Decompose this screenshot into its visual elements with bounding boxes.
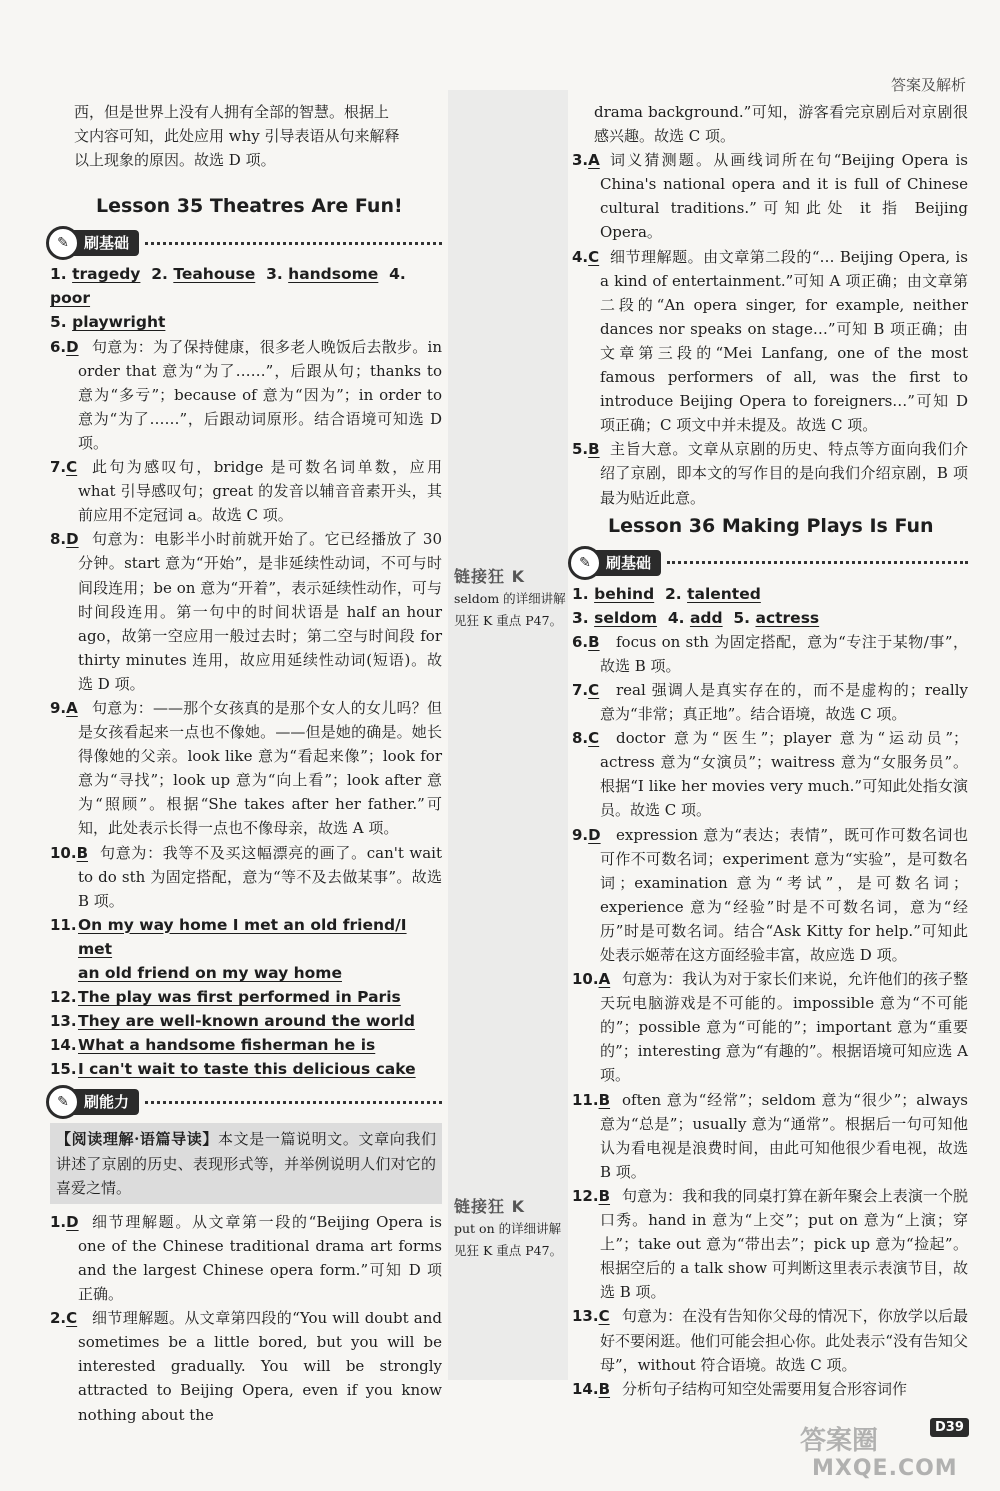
continued-text: drama background.”可知，游客看完京剧后对京剧很感兴趣。故选 C 项。 xyxy=(594,103,968,146)
explanation-item: 11.B often 意为“经常”；seldom 意为“很少”；always 意为“总是”；usually 意为“通常”。根据后一句可知他认为看电视是浪费时间，由此可知他很少看电视，故选 B 项。 xyxy=(572,1090,968,1181)
answer-number: 4. xyxy=(667,608,685,627)
explanation-item: 14.B 分析句子结构可知空处需要用复合形容词作 xyxy=(572,1379,908,1398)
answer-word: poor xyxy=(50,289,91,308)
answer-word: Teahouse xyxy=(173,265,256,284)
answer-number: 5. xyxy=(50,313,67,332)
explanation-text: 句意为：我和我的同桌打算在新年聚会上表演一个脱口秀。hand in 意为“上交”；put on 意为“上演；穿上”；take out 意为“带出去”；pick up 意为“捡起”。根据空后的 a talk show 可判断这里表示表演节目，故选 B 项。 xyxy=(600,1186,968,1302)
answer-word: playwright xyxy=(72,313,166,332)
sentence-answer: 14. What a handsome fisherman he is xyxy=(50,1036,376,1055)
dotted-divider xyxy=(667,561,968,564)
explanation-item: 4.C 细节理解题。由文章第二段的“… Beijing Opera, is a kind of entertainment.”可知 A 项正确；由文章第二段的“An opera singer, for example, neither dances nor speaks on stage…”可知 B 项正确；由文章第三段的“Mei Lanfang, one of the most famous performers of all, was the first to introduce Beijing Opera to foreigners…”可知 D 项正确；C 项文中并未提及。故选 C 项。 xyxy=(572,247,968,435)
answer-line xyxy=(50,262,442,310)
explanation-text: 句意为：我认为对于家长们来说，允许他们的孩子整天玩电脑游戏是不可能的。impossible 意为“不可能的”；possible 意为“可能的”；important 意为“重要的”；interesting 意为“有趣的”。根据语境可知应选 A 项。 xyxy=(600,970,968,1085)
explanation-item: 3.A 词义猜测题。从画线词所在句“Beijing Opera is China's national opera and it is full of Chinese cultural traditions.”可知此处 it 指 Beijing Opera。 xyxy=(572,151,968,242)
margin-note-title: 链接狂 K xyxy=(454,567,525,586)
explanation-text: 分析句子结构可知空处需要用复合形容词作 xyxy=(622,1379,908,1398)
margin-strip xyxy=(448,90,568,1380)
intro-line: 西，但是世界上没有人拥有全部的智慧。根据上 xyxy=(74,103,390,121)
explanation-item: 5.B 主旨大意。文章从京剧的历史、特点等方面向我们介绍了京剧，即本文的写作目的是向我们介绍京剧，B 项最为贴近此意。 xyxy=(572,440,968,507)
pencil-icon: ✎ xyxy=(46,1085,80,1119)
explanation-item: 9.D expression 意为“表达；表情”，既可作可数名词也可作不可数名词；experiment 意为“实验”，是可数名词；examination 意为“考试”，是可数名词；experience 意为“经验”时是不可数名词，意为“经历”时是可数名词。结合“Ask Kitty for help.”可知此处表示姬蒂在这方面经验丰富，故应选 D 项。 xyxy=(572,825,968,964)
watermark-url: MXQE.COM xyxy=(812,1456,958,1481)
answer-number: 3. xyxy=(266,265,283,284)
section-header: 答案及解析 xyxy=(890,76,966,94)
explanation-text: 句意为：——那个女孩真的是那个女人的女儿吗？但是女孩看起来一点也不像她。——但是她的确是。她长得像她的父亲。look like 意为“看起来像”；look for 意为“寻找”；look up 意为“向上看”；look after 意为“照顾”。根据“She takes after her father.”可知，此处表示长得一点也不像母亲，故选 A 项。 xyxy=(78,698,442,838)
intro-paragraph xyxy=(50,100,442,172)
badge-label: 刷基础 xyxy=(606,553,652,572)
badge-label: 刷能力 xyxy=(84,1093,130,1112)
intro-line: 文内容可知，此处应用 why 引导表语从句来解释 xyxy=(74,127,400,146)
answer-word: talented xyxy=(687,584,761,603)
sentence-answer: 15. I can't wait to taste this delicious cake xyxy=(50,1060,416,1079)
sentence-answer: 12. The play was first performed in Paris xyxy=(50,988,401,1007)
sentence-answer: 13. They are well-known around the world xyxy=(50,1012,415,1031)
page-number: D39 xyxy=(930,1418,969,1437)
explanation-text: doctor 意为“医生”；player 意为“运动员”；actress 意为“女演员”；waitress 意为“女服务员”。根据“I like her movies very much.”可知此处指女演员。故选 C 项。 xyxy=(600,729,968,820)
margin-note xyxy=(454,566,566,632)
margin-note xyxy=(454,1196,566,1262)
explanation-item: 12.B 句意为：我和我的同桌打算在新年聚会上表演一个脱口秀。hand in 意为“上交”；put on 意为“上演；穿上”；take out 意为“带出去”；pick up 意为“捡起”。根据空后的 a talk show 可判断这里表示表演节目，故选 B 项。 xyxy=(572,1186,968,1302)
sentence-answer: 11. On my way home I met an old friend/I met an old friend on my way home xyxy=(50,915,407,982)
explanation-item: 6.B focus on sth 为固定搭配，意为“专注于某物/事”，故选 B 项。 xyxy=(572,632,968,675)
explanation-item: 7.C real 强调人是真实存在的，而不是虚构的；really 意为“非常；真正地”。结合语境，故选 C 项。 xyxy=(572,680,968,724)
answer-word: handsome xyxy=(288,265,379,284)
explanation-text: 句意为：我等不及买这幅漂亮的画了。can't wait to do sth 为固定搭配，意为“等不及去做某事”。故选 B 项。 xyxy=(78,843,442,910)
explanation-text: 细节理解题。由文章第二段的“… Beijing Opera, is a kind of entertainment.”可知 A 项正确；由文章第二段的“An opera singer, for example, neither dances nor speaks on stage…”可知 B 项正确；由文章第三段的“Mei Lanfang, one of the most famous performers of all, was the first to introduce Beijing Opera to foreigners…”可知 D 项正确；C 项文中并未提及。故选 C 项。 xyxy=(600,247,968,435)
intro-line: 以上现象的原因。故选 D 项。 xyxy=(74,151,276,170)
explanation-item: 10.B 句意为：我等不及买这幅漂亮的画了。can't wait to do sth 为固定搭配，意为“等不及去做某事”。故选 B 项。 xyxy=(50,843,442,910)
explanation-item: 10.A 句意为：我认为对于家长们来说，允许他们的孩子整天玩电脑游戏是不可能的。impossible 意为“不可能的”；possible 意为“可能的”；important 意为“重要的”；interesting 意为“有趣的”。根据语境可知应选 A 项。 xyxy=(572,970,968,1085)
answer-number: 4. xyxy=(389,265,406,284)
explanation-item: 6.D 句意为：为了保持健康，很多老人晚饭后去散步。in order that 意为“为了……”，后跟从句；thanks to 意为“多亏”；because of 意为“因为”；in order to 意为“为了……”，后跟动词原形。结合语境可知选 D 项。 xyxy=(50,337,442,452)
answer-word: seldom xyxy=(594,608,658,627)
answer-line xyxy=(572,606,968,630)
explanation-text: 主旨大意。文章从京剧的历史、特点等方面向我们介绍了京剧，即本文的写作目的是向我们介绍京剧，B 项最为贴近此意。 xyxy=(600,440,968,507)
explanation-item: 8.C doctor 意为“医生”；player 意为“运动员”；actress 意为“女演员”；waitress 意为“女服务员”。根据“I like her movies very much.”可知此处指女演员。故选 C 项。 xyxy=(572,729,968,820)
margin-note-text: seldom 的详细讲解见狂 K 重点 P47。 xyxy=(454,591,566,628)
answer-line xyxy=(572,582,968,606)
margin-note-title: 链接狂 K xyxy=(454,1197,525,1216)
explanation-text: expression 意为“表达；表情”，既可作可数名词也可作不可数名词；experiment 意为“实验”，是可数名词；examination 意为“考试”，是可数名词；experience 意为“经验”时是不可数名词，意为“经历”时是可数名词。结合“Ask Kitty for help.”可知此处表示姬蒂在这方面经验丰富，故应选 D 项。 xyxy=(600,825,968,964)
explanation-text: 词义猜测题。从画线词所在句“Beijing Opera is China's national opera and it is full of Chinese cultural traditions.”可知此处 it 指 Beijing Opera。 xyxy=(600,151,968,242)
answer-word: behind xyxy=(594,584,655,603)
answer-number: 2. xyxy=(664,584,682,603)
badge-label: 刷基础 xyxy=(84,234,130,253)
answer-number: 1. xyxy=(50,265,67,284)
pencil-icon: ✎ xyxy=(46,226,80,260)
reading-guide-box xyxy=(50,1123,442,1203)
explanation-text: often 意为“经常”；seldom 意为“很少”；always 意为“总是”；usually 意为“通常”。根据后一句可知他认为看电视是浪费时间，由此可知他很少看电视，故选 B 项。 xyxy=(600,1090,968,1181)
answer-number: 3. xyxy=(572,608,589,627)
explanation-text: 细节理解题。从文章第四段的“You will doubt and sometimes be a little bored, but you will be interested gradually. You will be strongly attracted to Beijing Opera, even if you know nothing about the xyxy=(78,1309,442,1424)
explanation-text: 句意为：在没有告知你父母的情况下，你放学以后最好不要闲逛。他们可能会担心你。此处表示“没有告知父母”，without 符合语境。故选 C 项。 xyxy=(600,1307,968,1374)
explanation-text: 细节理解题。从文章第一段的“Beijing Opera is one of the Chinese traditional drama art forms and the largest Chinese opera form.”可知 D 项正确。 xyxy=(78,1212,442,1304)
section-badge-basic xyxy=(572,548,968,578)
explanation-text: focus on sth 为固定搭配，意为“专注于某物/事”，故选 B 项。 xyxy=(600,632,968,675)
answer-word: add xyxy=(689,608,723,627)
answer-number: 1. xyxy=(572,584,589,603)
left-column xyxy=(50,100,442,1427)
dotted-divider xyxy=(145,1101,442,1104)
lesson-title: Lesson 36 Making Plays Is Fun xyxy=(608,514,934,537)
answer-line xyxy=(50,310,442,334)
right-column xyxy=(572,100,968,1401)
watermark-logo: 答案圈 xyxy=(800,1426,879,1456)
pencil-icon: ✎ xyxy=(568,546,602,580)
explanation-item: 13.C 句意为：在没有告知你父母的情况下，你放学以后最好不要闲逛。他们可能会担心你。此处表示“没有告知父母”，without 符合语境。故选 C 项。 xyxy=(572,1307,968,1374)
answer-word: tragedy xyxy=(72,265,141,284)
explanation-item: 1.D 细节理解题。从文章第一段的“Beijing Opera is one of the Chinese traditional drama art forms and the largest Chinese opera form.”可知 D 项正确。 xyxy=(50,1212,442,1304)
answer-word: actress xyxy=(755,608,820,627)
dotted-divider xyxy=(145,242,442,245)
explanation-text: 此句为感叹句，bridge 是可数名词单数，应用 what 引导感叹句；great 的发音以辅音音素开头，其前应用不定冠词 a。故选 C 项。 xyxy=(78,458,442,525)
explanation-text: 句意为：为了保持健康，很多老人晚饭后去散步。in order that 意为“为了……”，后跟从句；thanks to 意为“多亏”；because of 意为“因为”；in order to 意为“为了……”，后跟动词原形。结合语境可知选 D 项。 xyxy=(78,337,442,452)
section-badge-basic xyxy=(50,228,442,258)
explanation-text: 句意为：电影半小时前就开始了。它已经播放了 30 分钟。start 意为“开始”，是非延续性动词，不可与时间段连用；be on 意为“开着”，表示延续性动作，可与时间段连用。第一句中的时间状语是 half an hour ago，故第一空应用一般过去时；第二空与时间段 for thirty minutes 连用，故应用延续性动词(短语)。故选 D 项。 xyxy=(78,530,442,693)
lesson-title: Lesson 35 Theatres Are Fun! xyxy=(96,195,403,218)
answer-number: 5. xyxy=(733,608,751,627)
section-badge-ability xyxy=(50,1087,442,1117)
explanation-item: 7.C 此句为感叹句，bridge 是可数名词单数，应用 what 引导感叹句；great 的发音以辅音音素开头，其前应用不定冠词 a。故选 C 项。 xyxy=(50,458,442,525)
explanation-item: 2.C 细节理解题。从文章第四段的“You will doubt and sometimes be a little bored, but you will be interested gradually. You will be strongly attracted to Beijing Opera, even if you know nothing about the xyxy=(50,1309,442,1424)
explanation-item: 9.A 句意为：——那个女孩真的是那个女人的女儿吗？但是女孩看起来一点也不像她。——但是她的确是。她长得像她的父亲。look like 意为“看起来像”；look for 意为“寻找”；look up 意为“向上看”；look after 意为“照顾”。根据“She takes after her father.”可知，此处表示长得一点也不像母亲，故选 A 项。 xyxy=(50,698,442,838)
reading-guide-label: 【阅读理解·语篇导读】 xyxy=(56,1130,218,1149)
explanation-text: real 强调人是真实存在的，而不是虚构的；really 意为“非常；真正地”。结合语境，故选 C 项。 xyxy=(600,680,968,724)
reading-guide-text: 本文是一篇说明文。文章向我们讲述了京剧的历史、表现形式等，并举例说明人们对它的喜爱之情。 xyxy=(56,1130,436,1197)
margin-note-text: put on 的详细讲解见狂 K 重点 P47。 xyxy=(454,1221,563,1258)
answer-number: 2. xyxy=(151,265,168,284)
explanation-item: 8.D 句意为：电影半小时前就开始了。它已经播放了 30 分钟。start 意为“开始”，是非延续性动词，不可与时间段连用；be on 意为“开着”，表示延续性动作，可与时间段连用。第一句中的时间状语是 half an hour ago，故第一空应用一般过去时；第二空与时间段 for thirty minutes 连用，故应用延续性动词(短语)。故选 D 项。 xyxy=(50,530,442,693)
